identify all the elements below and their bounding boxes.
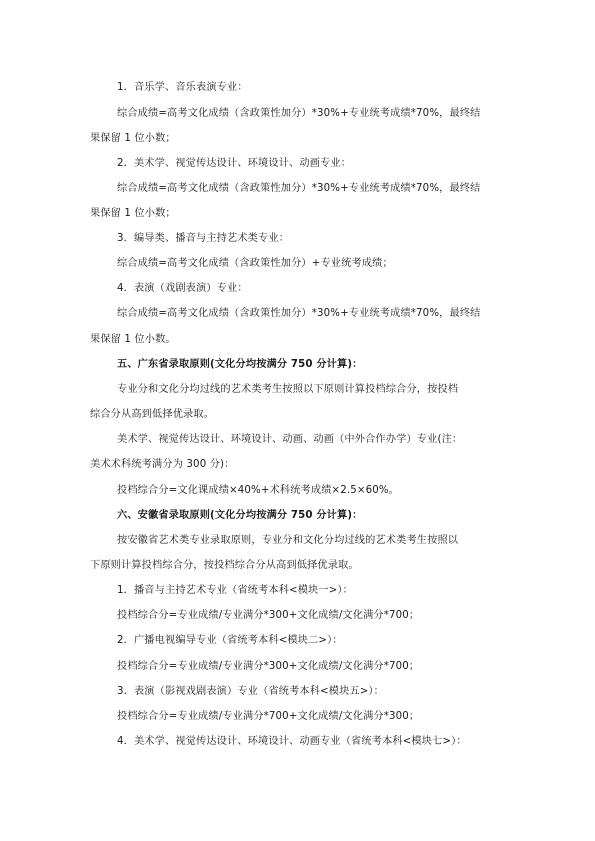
item-heading-film-performance: 3．表演（影视戏剧表演）专业（省统考本科<模块五>）： bbox=[117, 686, 385, 697]
section-heading-anhui: 六、安徽省录取原则(文化分均按满分 750 分计算)： bbox=[117, 510, 363, 521]
item-heading-fine-arts: 4．美术学、视觉传达设计、环境设计、动画专业（省统考本科<模块七>）： bbox=[117, 736, 467, 747]
item-heading-art: 2．美术学、视觉传达设计、环境设计、动画专业： bbox=[117, 158, 352, 169]
formula-continuation: 果保留 1 位小数； bbox=[90, 208, 176, 219]
paragraph-line: 美术术科统考满分为 300 分)： bbox=[90, 459, 235, 470]
formula-line: 投档综合分=专业成绩/专业满分*300+文化成绩/文化满分*700； bbox=[117, 661, 420, 672]
paragraph-line: 专业分和文化分均过线的艺术类考生按照以下原则计算投档综合分，按投档 bbox=[117, 384, 459, 395]
item-heading-music: 1．音乐学、音乐表演专业： bbox=[117, 82, 248, 93]
item-heading-tv-directing: 2．广播电视编导专业（省统考本科<模块二>）： bbox=[117, 635, 343, 646]
paragraph-line: 美术学、视觉传达设计、环境设计、动画、动画（中外合作办学）专业(注： bbox=[117, 434, 463, 445]
paragraph-line: 按安徽省艺术类专业录取原则，专业分和文化分均过线的艺术类考生按照以 bbox=[117, 535, 459, 546]
formula-line: 综合成绩=高考文化成绩（含政策性加分）*30%+专业统考成绩*70%，最终结 bbox=[117, 108, 481, 119]
item-heading-directing: 3．编导类、播音与主持艺术类专业： bbox=[117, 233, 290, 244]
section-heading-guangdong: 五、广东省录取原则(文化分均按满分 750 分计算)： bbox=[117, 359, 363, 370]
paragraph-line: 下原则计算投档综合分，按投档综合分从高到低择优录取。 bbox=[90, 560, 359, 571]
item-heading-performance: 4．表演（戏剧表演）专业： bbox=[117, 283, 248, 294]
formula-continuation: 果保留 1 位小数。 bbox=[90, 334, 176, 345]
formula-line: 综合成绩=高考文化成绩（含政策性加分）*30%+专业统考成绩*70%，最终结 bbox=[117, 183, 481, 194]
formula-line: 综合成绩=高考文化成绩（含政策性加分）+专业统考成绩； bbox=[117, 258, 393, 269]
formula-line: 投档综合分=专业成绩/专业满分*300+文化成绩/文化满分*700； bbox=[117, 610, 420, 621]
formula-line: 综合成绩=高考文化成绩（含政策性加分）*30%+专业统考成绩*70%，最终结 bbox=[117, 308, 481, 319]
formula-line: 投档综合分=专业成绩/专业满分*700+文化成绩/文化满分*300； bbox=[117, 711, 420, 722]
item-heading-broadcasting: 1．播音与主持艺术专业（省统考本科<模块一>）： bbox=[117, 585, 353, 596]
paragraph-line: 综合分从高到低择优录取。 bbox=[90, 409, 215, 420]
formula-line: 投档综合分=文化课成绩×40%+术科统考成绩×2.5×60%。 bbox=[117, 485, 400, 496]
formula-continuation: 果保留 1 位小数； bbox=[90, 133, 176, 144]
